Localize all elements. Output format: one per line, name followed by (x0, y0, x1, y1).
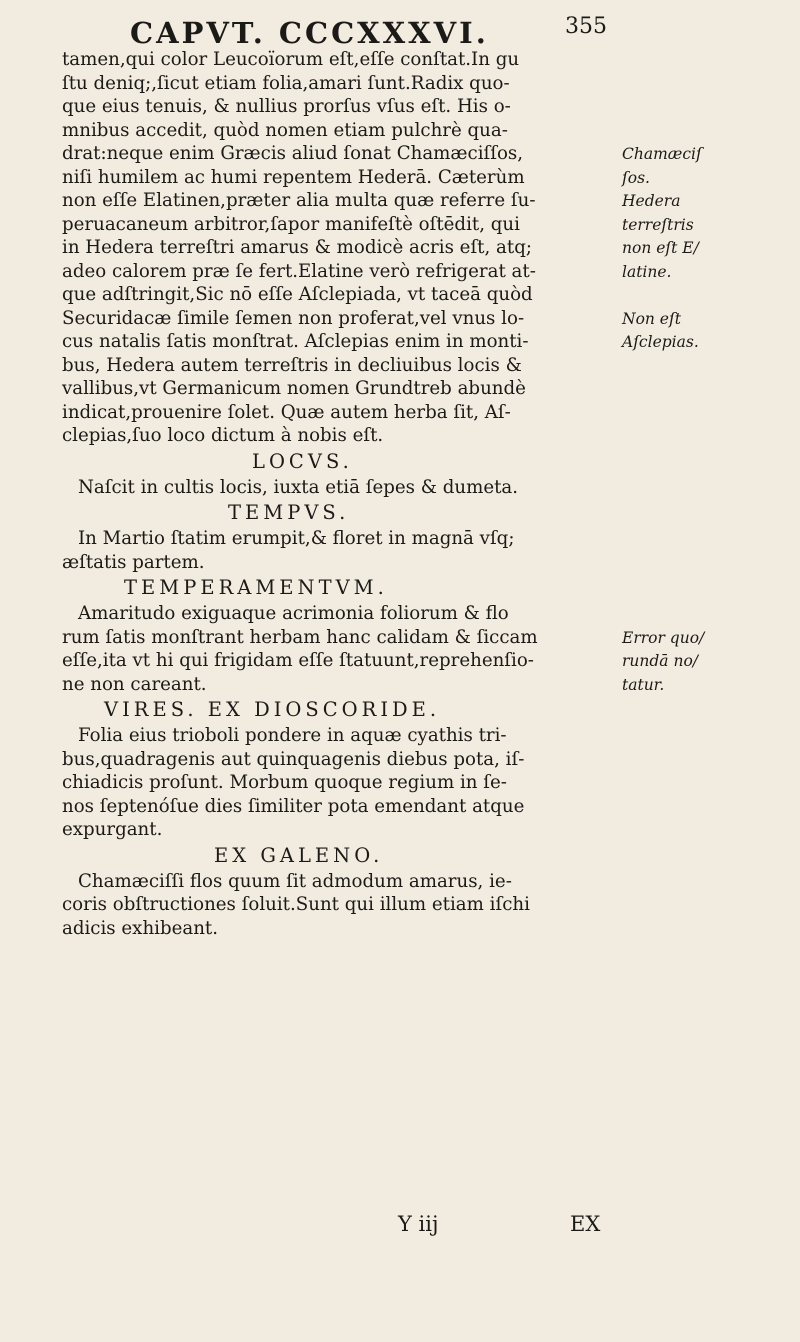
margin-note: Aſclepias. (622, 333, 699, 351)
page-footer (0, 1212, 800, 1242)
text-line: in Hedera terreſtri amarus & modicè acris eſt, atq; (62, 237, 532, 258)
text-line: adicis exhibeant. (62, 917, 219, 939)
margin-note: rundā no/ (622, 652, 699, 670)
text-line: Amaritudo exiguaque acrimonia foliorum & flo (78, 603, 509, 624)
text-line: bus, Hedera autem terreſtris in decliuibus locis & (62, 354, 522, 376)
text-line: eſſe,ita vt hi qui frigidam eſſe ſtatuunt,reprehenſio- (62, 650, 534, 671)
catchword: EX (570, 1212, 601, 1236)
section-heading: TEMPVS. (228, 501, 350, 524)
text-line: tamen,qui color Leucoïorum eſt,eſſe conſtat.In gu (62, 49, 520, 70)
text-line: indicat,prouenire ſolet. Quæ autem herba ſit, Aſ- (62, 401, 511, 423)
text-line: adeo calorem præ ſe fert.Elatine verò refrigerat at- (62, 260, 536, 282)
text-line: clepias,ſuo loco dictum à nobis eſt. (62, 425, 384, 446)
text-line: expurgant. (62, 819, 163, 840)
text-line: ſtu deniq;,ſicut etiam folia,amari ſunt.Radix quo- (62, 72, 510, 94)
text-line: drat:neque enim Græcis aliud ſonat Chamæciſſos, (62, 143, 524, 164)
margin-note: Non eſt (622, 309, 681, 328)
text-line: chiadicis proſunt. Morbum quoque regium in ſe- (62, 772, 507, 793)
text-line: peruacaneum arbitror,ſapor manifeſtè oſtēdit, qui (62, 213, 520, 235)
text-line: cus natalis ſatis monſtrat. Aſclepias enim in monti- (62, 331, 529, 352)
text-line: Chamæciſſi flos quum ſit admodum amarus, ie- (78, 870, 512, 892)
text-line: rum ſatis monſtrant herbam hanc calidam & ſiccam (62, 626, 538, 648)
text-line: nos ſeptenóſue dies ſimiliter pota emendant atque (62, 795, 525, 817)
text-line: non eſſe Elatinen,præter alia multa quæ referre ſu- (62, 190, 536, 211)
margin-note: Error quo/ (622, 628, 705, 647)
text-line: ne non careant. (62, 673, 207, 695)
running-title: CAPVT. CCCXXXVI. (130, 16, 489, 50)
margin-note: Hedera (622, 192, 681, 210)
page-number: 355 (565, 14, 607, 39)
text-line: mnibus accedit, quòd nomen etiam pulchrè qua- (62, 119, 508, 141)
section-heading: LOCVS. (252, 449, 353, 473)
text-line: que eius tenuis, & nullius prorſus vſus eſt. His o- (62, 96, 511, 117)
signature-mark: Y iij (398, 1212, 439, 1236)
margin-note: Chamæciſ (622, 145, 702, 163)
margin-note: terreſtris (622, 215, 694, 234)
text-line: coris obſtructiones ſoluit.Sunt qui illum etiam iſchi (62, 894, 530, 915)
text-line: vallibus,vt Germanicum nomen Grundtreb abundè (62, 378, 526, 399)
margin-note: tatur. (622, 675, 665, 694)
main-text-column (62, 48, 622, 940)
margin-note: non eſt E/ (622, 239, 699, 257)
text-line: que adſtringit,Sic nō eſſe Aſclepiada, vt taceā quòd (62, 284, 533, 305)
text-line: Securidacæ ſimile ſemen non proferat,vel vnus lo- (62, 307, 525, 329)
margin-note: ſos. (622, 168, 650, 187)
section-heading: TEMPERAMENTVM. (124, 576, 388, 599)
text-line: Folia eius trioboli pondere in aquæ cyathis tri- (78, 725, 507, 746)
text-line: æſtatis partem. (62, 551, 205, 573)
text-line: Naſcit in cultis locis, iuxta etiā ſepes & dumeta. (78, 476, 519, 498)
text-line: niſi humilem ac humi repentem Hederā. Cæterùm (62, 166, 525, 188)
section-heading: EX GALENO. (214, 843, 384, 867)
page-header (0, 12, 800, 52)
text-line: In Martio ſtatim erumpit,& floret in magnā vſq; (78, 528, 515, 549)
margin-note: latine. (622, 262, 672, 281)
section-heading: VIRES. EX DIOSCORIDE. (104, 698, 441, 721)
text-line: bus,quadragenis aut quinquagenis diebus pota, iſ- (62, 748, 525, 770)
